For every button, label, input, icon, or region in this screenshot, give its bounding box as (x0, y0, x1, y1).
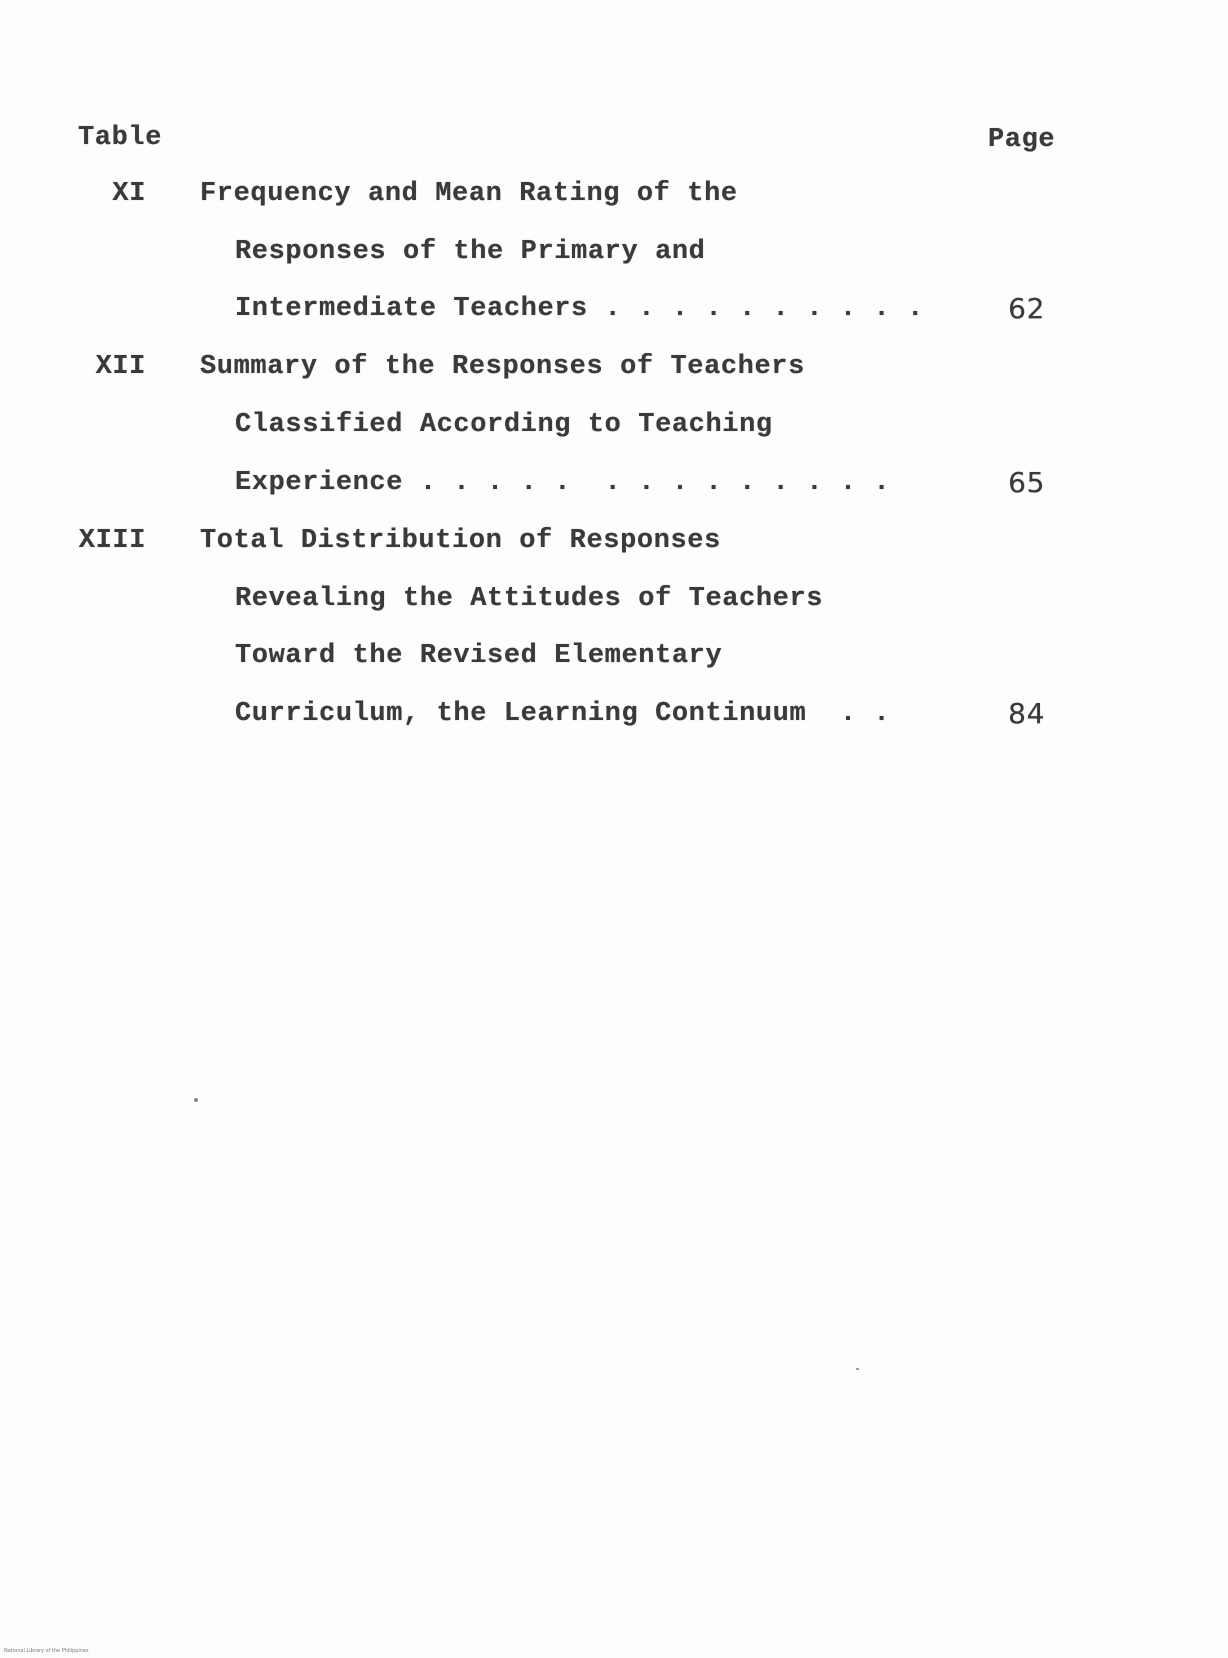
page-number: 62 (1008, 292, 1045, 325)
table-number: XII (95, 352, 146, 382)
table-title-line: Total Distribution of Responses (200, 526, 721, 556)
table-column-header: Table (78, 123, 163, 153)
table-title-line: Classified According to Teaching (235, 410, 773, 440)
table-number: XIII (78, 526, 146, 556)
table-number: XI (112, 179, 146, 209)
scan-speck (194, 1098, 198, 1102)
table-title-line: Summary of the Responses of Teachers (200, 352, 805, 382)
page-column-header: Page (988, 125, 1056, 155)
page-number: 84 (1008, 697, 1045, 730)
page-number: 65 (1008, 466, 1045, 499)
table-title-line: Curriculum, the Learning Continuum . . (235, 699, 891, 729)
table-title-line: Toward the Revised Elementary (235, 641, 723, 671)
table-title-line: Intermediate Teachers . . . . . . . . . . (235, 294, 924, 324)
table-title-line: Revealing the Attitudes of Teachers (235, 584, 824, 614)
scan-footer: National Library of the Philippines (4, 1648, 89, 1654)
scan-speck (856, 1368, 859, 1370)
table-title-line: Responses of the Primary and (235, 237, 706, 267)
table-title-line: Experience . . . . . . . . . . . . . . (235, 468, 891, 498)
table-title-line: Frequency and Mean Rating of the (200, 179, 738, 209)
